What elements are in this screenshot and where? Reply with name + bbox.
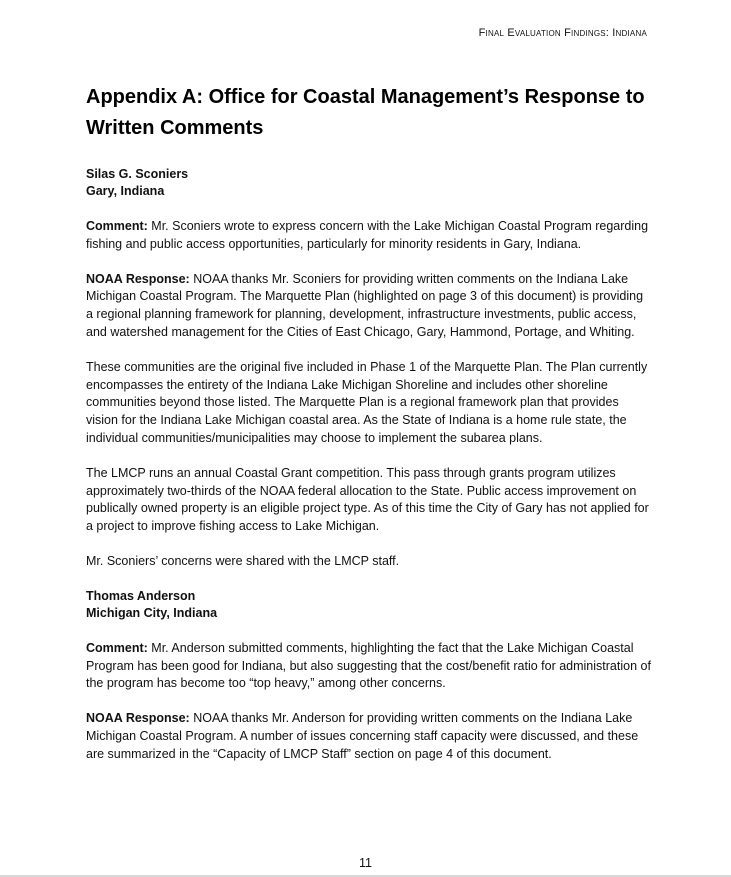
comment-paragraph — [86, 218, 652, 254]
comment-paragraph — [86, 640, 652, 693]
response-label: NOAA Response: — [86, 711, 190, 726]
response-continuation-paragraph: These communities are the original five included in Phase 1 of the Marquette Plan. The Plan currently encompasses the entirety of the Indiana Lake Michigan Shoreline and includes other shoreline communities beyond those listed. The Marquette Plan is a regional framework plan that provides vision for the Indiana Lake Michigan coastal area. As the State of Indiana is a home rule state, the individual communities/municipalities may choose to implement the subarea plans. — [86, 359, 648, 445]
commenter-block-sconiers — [86, 166, 652, 200]
running-header: Final Evaluation Findings: Indiana — [478, 27, 647, 39]
response-text: NOAA thanks Mr. Sconiers for providing written comments on the Indiana Lake Michigan Coastal Program. The Marquette Plan (highlighted on page 3 of this document) is providing a regional planning framework for planning, development, infrastructure investments, public access, and watershed management for the Cities of East Chicago, Gary, Hammond, Portage, and Whiting. — [86, 271, 644, 339]
commenter-location: Gary, Indiana — [86, 184, 165, 198]
response-paragraph — [86, 710, 652, 763]
commenter-block-anderson — [86, 588, 652, 622]
response-label: NOAA Response: — [86, 271, 190, 286]
commenter-name: Silas G. Sconiers — [86, 167, 189, 181]
comment-label: Comment: — [86, 640, 148, 655]
page-title: Appendix A: Office for Coastal Management’s Response to Written Comments — [86, 86, 645, 139]
comment-text: Mr. Anderson submitted comments, highlighting the fact that the Lake Michigan Coastal Program has been good for Indiana, but also suggesting that the cost/benefit ratio for administration of the program has become too “top heavy,” among other concerns. — [86, 640, 651, 691]
comment-label: Comment: — [86, 219, 148, 233]
comment-text: Mr. Sconiers wrote to express concern with the Lake Michigan Coastal Program regarding fishing and public access opportunities, particularly for minority residents in Gary, Indiana. — [86, 219, 649, 251]
response-paragraph — [86, 271, 652, 342]
page-content — [86, 82, 652, 781]
response-continuation-paragraph: The LMCP runs an annual Coastal Grant competition. This pass through grants program utilizes approximately two-thirds of the NOAA federal allocation to the State. Public access improvement on publically owned property is an eligible project type. As of this time the City of Gary has not applied for a project to improve fishing access to Lake Michigan. — [86, 465, 649, 534]
response-text: NOAA thanks Mr. Anderson for providing written comments on the Indiana Lake Michigan Coastal Program. A number of issues concerning staff capacity were discussed, and these are summarized in the “Capacity of LMCP Staff” section on page 4 of this document. — [86, 711, 639, 761]
commenter-name: Thomas Anderson — [86, 588, 196, 603]
page-number: 11 — [359, 856, 372, 870]
commenter-location: Michigan City, Indiana — [86, 605, 218, 620]
response-continuation-paragraph: Mr. Sconiers’ concerns were shared with the LMCP staff. — [86, 553, 400, 568]
